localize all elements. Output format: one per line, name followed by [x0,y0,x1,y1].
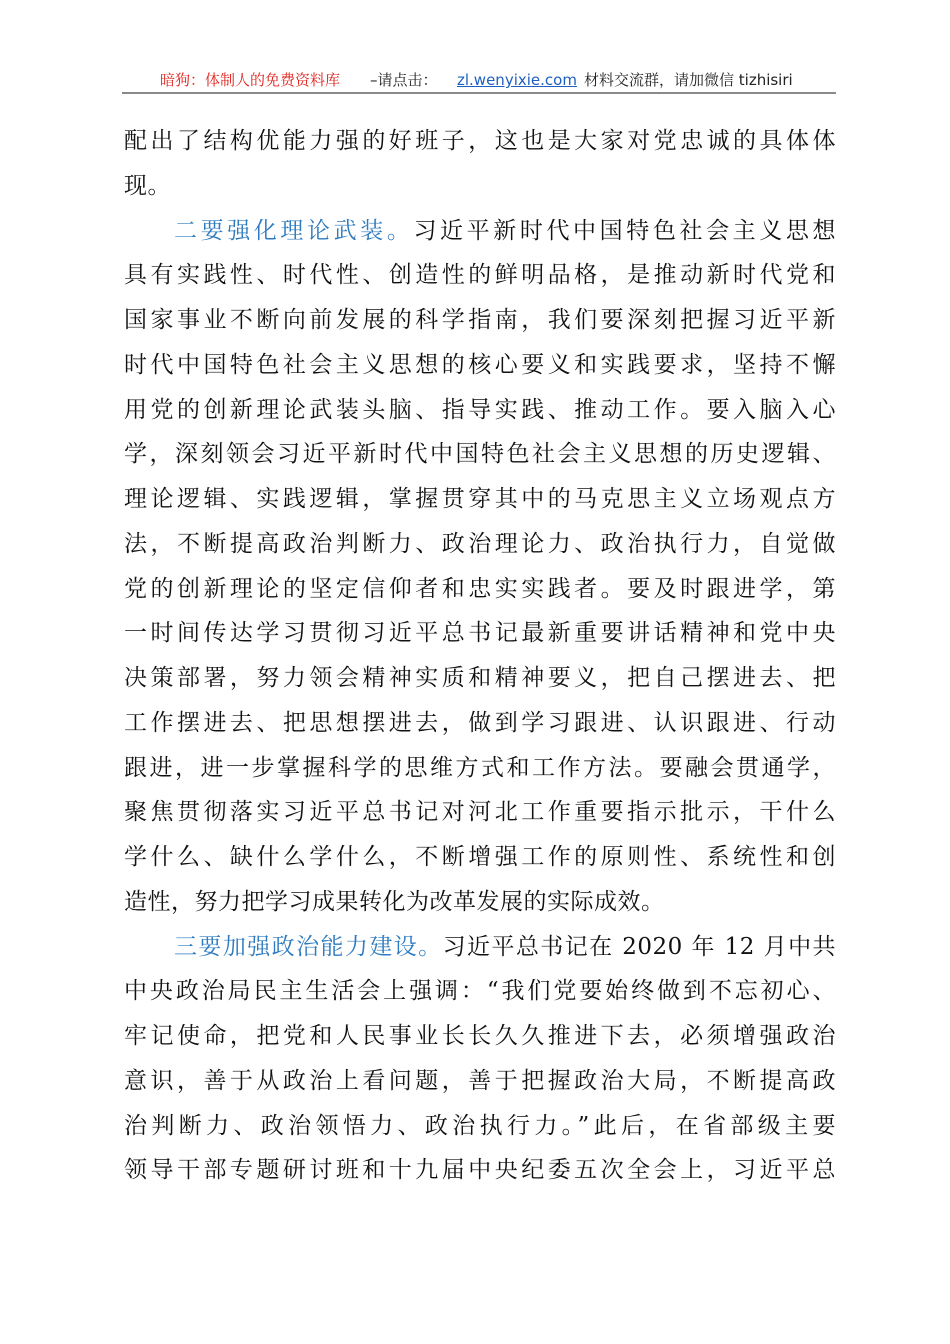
text-line: 一时间传达学习贯彻习近平总书记最新重要讲话精神和党中央 [124,620,836,647]
text-line: 具有实践性、时代性、创造性的鲜明品格，是推动新时代党和 [124,262,836,289]
text-line: 中央政治局民主生活会上强调：“我们党要始终做到不忘初心、 [124,978,836,1005]
site-link[interactable]: zl.wenyixie.com [457,71,577,89]
text-line: 国家事业不断向前发展的科学指南，我们要深刻把握习近平新 [124,307,836,333]
text-line: 理论逻辑、实践逻辑，掌握贯穿其中的马克思主义立场观点方 [124,486,836,512]
text-span: 习近平新时代中国特色社会主义思想 [413,217,837,244]
text-line: 法，不断提高政治判断力、政治理论力、政治执行力，自觉做 [124,530,836,557]
text-line: 跟进，进一步掌握科学的思维方式和工作方法。要融会贯通学， [124,754,836,781]
paragraph-first-line [124,209,836,254]
text-line: 配出了结构优能力强的好班子，这也是大家对党忠诚的具体体 [124,128,836,154]
text-line: 意识，善于从政治上看问题，善于把握政治大局，不断提高政 [124,1067,836,1094]
document-body [124,119,836,1193]
text-line: 治判断力、政治领悟力、政治执行力。”此后，在省部级主要 [124,1112,836,1139]
click-prompt: –请点击： [370,71,438,89]
paragraph-first-line [124,925,836,970]
group-contact: 材料交流群，请加微信 tizhisiri [584,71,793,89]
section-heading: 二要强化理论武装。 [174,217,414,244]
text-line: 牢记使命，把党和人民事业长长久久推进下去，必须增强政治 [124,1023,836,1049]
text-line: 党的创新理论的坚定信仰者和忠实实践者。要及时跟进学，第 [124,575,836,602]
header-divider [122,92,836,94]
text-line: 现。 [124,172,171,199]
text-line: 聚焦贯彻落实习近平总书记对河北工作重要指示批示，干什么 [124,799,836,826]
text-span: 习近平总书记在 2020 年 12 月中共 [442,933,837,960]
text-line: 学，深刻领会习近平新时代中国特色社会主义思想的历史逻辑、 [124,441,836,468]
text-line: 决策部署，努力领会精神实质和精神要义，把自己摆进去、把 [124,665,836,691]
text-line: 造性，努力把学习成果转化为改革发展的实际成效。 [124,888,665,915]
text-line: 时代中国特色社会主义思想的核心要义和实践要求，坚持不懈 [124,351,836,378]
text-line: 领导干部专题研讨班和十九届中央纪委五次全会上，习近平总 [124,1157,836,1184]
text-line: 用党的创新理论武装头脑、指导实践、推动工作。要入脑入心 [124,396,836,423]
section-heading: 三要加强政治能力建设。 [174,933,443,960]
site-name: 暗狗：体制人的免费资料库 [160,71,341,89]
text-line: 工作摆进去、把思想摆进去，做到学习跟进、认识跟进、行动 [124,709,836,736]
page-header [122,68,836,92]
text-line: 学什么、缺什么学什么，不断增强工作的原则性、系统性和创 [124,844,836,870]
